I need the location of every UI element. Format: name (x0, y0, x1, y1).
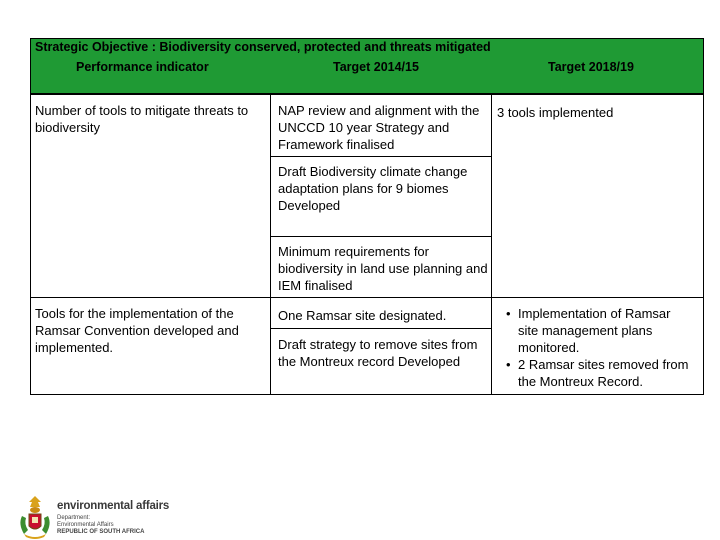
target-minimum-requirements: Minimum requirements for biodiversity in land use planning and IEM finalised (278, 244, 488, 293)
target-2018-19-list (494, 305, 694, 390)
indicator-ramsar-tools: Tools for the implementation of the Ramsar Convention developed and implemented. (35, 306, 239, 355)
target-nap-review: NAP review and alignment with the UNCCD 10 year Strategy and Framework finalised (278, 103, 480, 152)
target-draft-climate-plans: Draft Biodiversity climate change adaptation plans for 9 biomes Developed (278, 164, 468, 213)
bullet-icon: • (506, 357, 511, 372)
target-draft-montreux-strategy: Draft strategy to remove sites from the Montreux record Developed (278, 337, 478, 369)
target-3-tools-implemented: 3 tools implemented (497, 105, 614, 120)
header-target-2014-15: Target 2014/15 (333, 60, 419, 74)
header-performance-indicator: Performance indicator (76, 60, 209, 74)
list-item: • 2 Ramsar sites removed from the Montreux Record. (506, 357, 689, 389)
header-target-2018-19: Target 2018/19 (548, 60, 634, 74)
logo-name: environmental affairs (57, 500, 170, 512)
indicator-tools-mitigate-threats: Number of tools to mitigate threats to biodiversity (35, 103, 249, 135)
bullet-icon: • (506, 306, 511, 321)
target-ramsar-site-designated: One Ramsar site designated. (278, 308, 447, 323)
logo-subtext: Department: Environmental Affairs REPUBLIC OF SOUTH AFRICA (57, 515, 145, 535)
coat-of-arms-icon (14, 494, 56, 540)
strategic-objective-title: Strategic Objective : Biodiversity conserved, protected and threats mitigated (35, 40, 491, 54)
list-item: • Implementation of Ramsar site management plans monitored. (506, 306, 671, 355)
